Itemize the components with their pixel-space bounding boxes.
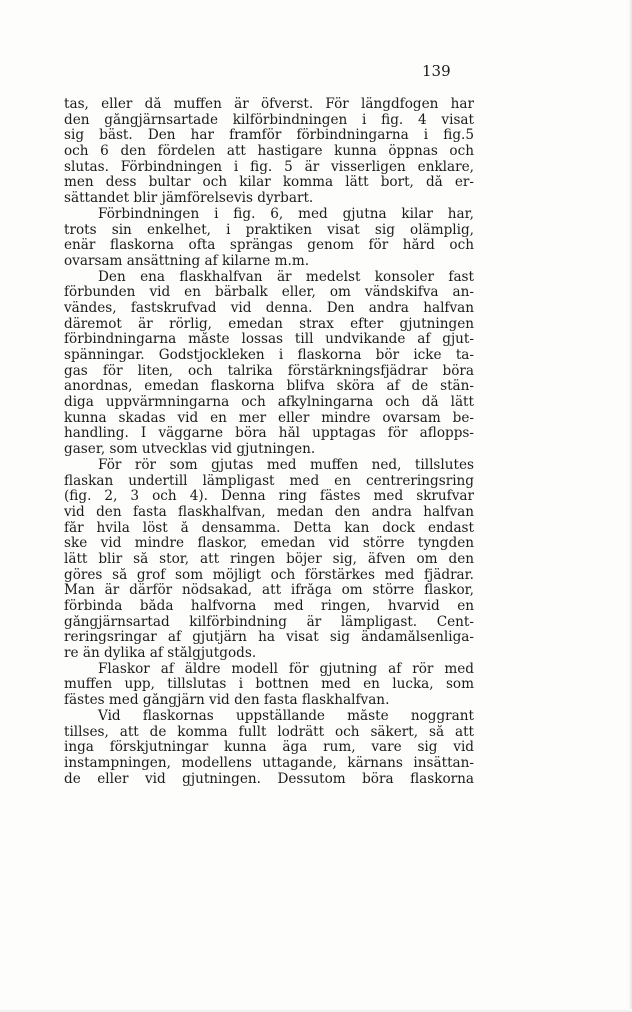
text-line: enär flaskorna ofta sprängas genom för hård och bbox=[64, 238, 474, 254]
text-line: trots sin enkelhet, i praktiken visat sig olämplig, bbox=[64, 222, 474, 238]
text-line: För rör som gjutas med muffen ned, tillslutes bbox=[98, 457, 474, 473]
text-line: sig bäst. Den har framför förbindningarna i fig.5 bbox=[64, 128, 474, 144]
text-line: instampningen, modellens uttagande, kärnans insättan- bbox=[64, 755, 474, 771]
text-line: Flaskor af äldre modell för gjutning af rör med bbox=[98, 661, 474, 677]
text-line: gas för liten, och talrika förstärkningsfjädrar böra bbox=[64, 363, 474, 379]
text-line: lätt blir så stor, att ringen böjer sig, äfven om den bbox=[64, 551, 474, 567]
text-line: Vid flaskornas uppställande måste noggrant bbox=[98, 708, 474, 724]
text-line: flaskan undertill lämpligast med en centreringsring bbox=[64, 473, 474, 489]
text-line: inga förskjutningar kunna äga rum, vare sig vid bbox=[64, 740, 474, 756]
text-line: sättandet blir jämförelsevis dyrbart. bbox=[64, 191, 314, 207]
text-line: den gångjärnsartade kilförbindningen i fig. 4 visat bbox=[64, 112, 474, 128]
text-line: gångjärnsartad kilförbindning är lämpligast. Cent- bbox=[64, 614, 474, 630]
text-line: förbunden vid en bärbalk eller, om vändskifva an- bbox=[64, 285, 474, 301]
text-line: handling. I väggarne böra hål upptagas för aflopps- bbox=[64, 426, 474, 442]
text-line: vändes, fastskrufvad vid denna. Den andra halfvan bbox=[64, 300, 474, 316]
text-line: de eller vid gjutningen. Dessutom böra flaskorna bbox=[64, 771, 474, 787]
text-line: kunna skadas vid en mer eller mindre ovarsam be- bbox=[64, 410, 474, 426]
text-line: ovarsam ansättning af kilarne m.m. bbox=[64, 253, 310, 269]
text-line: gaser, som utvecklas vid gjutningen. bbox=[64, 442, 316, 458]
text-line: ske vid mindre flaskor, emedan vid större tyngden bbox=[64, 536, 474, 552]
text-line: däremot är rörlig, emedan strax efter gjutningen bbox=[64, 316, 474, 332]
text-line: Förbindningen i fig. 6, med gjutna kilar har, bbox=[98, 206, 474, 222]
text-line: (fig. 2, 3 och 4). Denna ring fästes med skrufvar bbox=[64, 489, 474, 505]
text-line: men dess bultar och kilar komma lätt bort, då er- bbox=[64, 175, 474, 191]
text-line: förbindningarna måste lossas till undvikande af gjut- bbox=[64, 332, 474, 348]
body-text bbox=[64, 97, 474, 787]
text-line: vid den fasta flaskhalfvan, medan den andra halfvan bbox=[64, 504, 474, 520]
text-line: tillses, att de komma fullt lodrätt och säkert, så att bbox=[64, 724, 474, 740]
text-line: får hvila löst å densamma. Detta kan dock endast bbox=[64, 520, 474, 536]
text-line: anordnas, emedan flaskorna blifva sköra af de stän- bbox=[64, 379, 474, 395]
text-line: spänningar. Godstjockleken i flaskorna bör icke ta- bbox=[64, 348, 474, 363]
text-line: Man är därför nödsakad, att ifråga om större flaskor, bbox=[64, 583, 474, 599]
text-line: muffen upp, tillslutas i bottnen med en lucka, som bbox=[64, 677, 474, 693]
text-line: fästes med gångjärn vid den fasta flaskhalfvan. bbox=[64, 693, 390, 709]
page-number: 139 bbox=[422, 62, 451, 80]
text-line: diga uppvärmningarna och afkylningarna och då lätt bbox=[64, 395, 474, 411]
text-line: Den ena flaskhalfvan är medelst konsoler fast bbox=[98, 269, 474, 285]
text-line: slutas. Förbindningen i fig. 5 är visserligen enklare, bbox=[64, 159, 474, 175]
text-line: re än dylika af stålgjutgods. bbox=[64, 646, 257, 662]
text-line: och 6 den fördelen att hastigare kunna öppnas och bbox=[64, 144, 474, 160]
text-line: göres så grof som möjligt och förstärkes med fjädrar. bbox=[64, 567, 474, 583]
text-line: förbinda båda halfvorna med ringen, hvarvid en bbox=[64, 599, 474, 614]
text-line: reringsringar af gjutjärn ha visat sig ändamålsenliga- bbox=[64, 630, 474, 646]
text-line: tas, eller då muffen är öfverst. För längdfogen har bbox=[64, 97, 474, 112]
